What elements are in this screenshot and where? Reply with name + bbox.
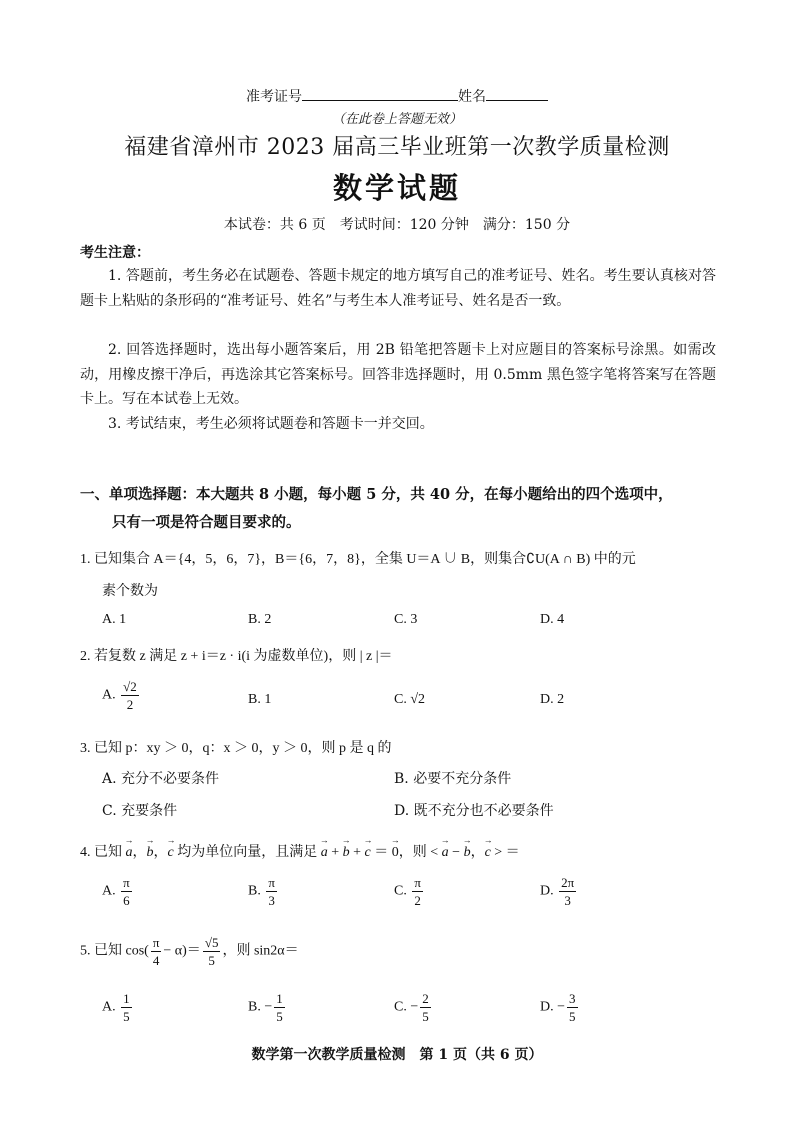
q4-prefix: 4. 已知	[80, 845, 122, 860]
notice-heading: 考生注意：	[80, 245, 150, 261]
candidate-id-label: 准考证号	[246, 89, 302, 105]
fraction-numerator: √5	[204, 935, 219, 950]
q5-root-fraction	[203, 936, 221, 967]
fraction-denominator: 5	[123, 1009, 130, 1024]
option-fraction	[412, 876, 423, 907]
q3-option-b: B. 必要不充分条件	[394, 771, 512, 787]
q1-option-a: A. 1	[102, 612, 127, 627]
option-fraction	[266, 876, 277, 907]
q2-option-a-fraction	[121, 680, 139, 711]
exam-info: 本试卷：共 6 页 考试时间：120 分钟 满分：150 分	[223, 217, 571, 233]
option-fraction	[121, 876, 132, 907]
fraction-numerator: π	[268, 875, 275, 890]
option-label: D.	[540, 999, 554, 1015]
exam-title: 福建省漳州市 2023 届高三毕业班第一次教学质量检测	[124, 135, 670, 160]
vector-b-3: → b	[464, 845, 471, 861]
question-3-text: 3. 已知 p：xy ＞ 0，q：x ＞ 0，y ＞ 0，则 p 是 q 的	[80, 741, 392, 756]
section-heading: 一、单项选择题：本大题共 8 小题，每小题 5 分，共 40 分，在每小题给出的四个选项中，	[80, 486, 673, 503]
section-heading-continued: 只有一项是符合题目要求的。	[112, 514, 301, 531]
q3-option-d: D. 既不充分也不必要条件	[394, 803, 554, 819]
vector-c: → c	[168, 845, 174, 861]
q4-option-a	[102, 876, 134, 907]
option-fraction	[121, 992, 132, 1023]
q5-option-b	[248, 992, 287, 1023]
fraction-numerator: 2	[422, 991, 429, 1006]
option-fraction	[559, 876, 576, 907]
fraction-numerator: 3	[569, 991, 576, 1006]
option-label: C.	[394, 883, 407, 899]
q4-option-c	[394, 876, 425, 907]
option-fraction	[420, 992, 431, 1023]
q1-option-c: C. 3	[394, 612, 418, 627]
vector-b-2: → b	[343, 845, 350, 861]
q2-option-a-label: A.	[102, 687, 116, 703]
q5-prefix: 5. 已知 cos(	[80, 943, 149, 959]
question-2-text: 2. 若复数 z 满足 z + i＝z · i(i 为虚数单位)，则 | z |＝	[80, 649, 393, 664]
option-label: B.	[248, 883, 261, 899]
option-label: A.	[102, 999, 116, 1015]
vector-a: → a	[126, 845, 133, 861]
fraction-numerator: 1	[123, 991, 130, 1006]
no-answer-note: （在此卷上答题无效）	[331, 112, 462, 127]
vector-c-3: → c	[485, 845, 491, 861]
fraction-denominator: 2	[414, 893, 421, 908]
q2-option-d: D. 2	[540, 692, 565, 707]
question-1-text-continued: 素个数为	[102, 583, 158, 599]
candidate-info-line	[0, 86, 794, 106]
vector-b: → b	[147, 845, 154, 861]
q2-option-c: C. √2	[394, 692, 426, 707]
fraction-numerator: √2	[123, 679, 137, 694]
fraction-numerator: π	[123, 875, 130, 890]
q4-option-d	[540, 876, 578, 907]
name-label: 姓名	[458, 89, 486, 105]
fraction-denominator: 5	[422, 1009, 429, 1024]
q5-option-d	[540, 992, 580, 1023]
q2-option-b: B. 1	[248, 692, 272, 707]
q4-mid-text: 均为单位向量，且满足	[177, 845, 318, 860]
name-blank	[486, 86, 548, 101]
q5-option-c	[394, 992, 433, 1023]
q5-option-a	[102, 992, 134, 1023]
q3-option-a: A. 充分不必要条件	[102, 771, 220, 787]
q5-mid: − α)＝	[163, 943, 201, 959]
option-label: D.	[540, 883, 554, 899]
option-sign: −	[557, 999, 566, 1015]
q4-option-b	[248, 876, 279, 907]
vector-c-2: → c	[365, 845, 371, 861]
question-4-text: 4. 已知 → a，→ b，→ c 均为单位向量，且满足 → a + → b + → c ＝ → 0，则 < → a − → b，→ c > ＝	[80, 841, 520, 861]
q5-pi-fraction	[151, 936, 162, 967]
q4-suffix: ，则 <	[398, 845, 439, 860]
option-sign: −	[410, 999, 419, 1015]
notice-item-3: 3. 考试结束，考生必须将试题卷和答题卡一并交回。	[108, 416, 434, 432]
q1-option-b: B. 2	[248, 612, 272, 627]
q4-end: > ＝	[494, 845, 520, 860]
fraction-denominator: 3	[564, 893, 571, 908]
fraction-denominator: 5	[569, 1009, 576, 1024]
option-label: C.	[394, 999, 407, 1015]
option-fraction	[274, 992, 285, 1023]
fraction-denominator: 5	[208, 953, 215, 968]
fraction-denominator: 5	[276, 1009, 283, 1024]
option-sign: −	[264, 999, 273, 1015]
vector-a-3: → a	[442, 845, 449, 861]
notice-item-2: 2. 回答选择题时，选出每小题答案后，用 2B 铅笔把答题卡上对应题目的答案标号涂黑。如需改动，用橡皮擦干净后，再选涂其它答案标号。回答非选择题时，用 0.5mm 黑色签字笔将答案写在答题卡上。写在本试卷上无效。	[80, 342, 716, 407]
fraction-numerator: 1	[276, 991, 283, 1006]
vector-a-2: → a	[321, 845, 328, 861]
option-fraction	[567, 992, 578, 1023]
page-footer: 数学第一次教学质量检测 第 1 页（共 6 页）	[251, 1047, 543, 1063]
fraction-numerator: π	[414, 875, 421, 890]
fraction-denominator: 6	[123, 893, 130, 908]
q2-option-a	[102, 680, 141, 711]
fraction-denominator: 3	[268, 893, 275, 908]
q3-option-c: C. 充要条件	[102, 803, 178, 819]
zero-vector: → 0	[392, 845, 399, 861]
candidate-id-blank	[302, 86, 458, 101]
option-label: A.	[102, 883, 116, 899]
question-1-text: 1. 已知集合 A＝{4，5，6，7}，B＝{6，7，8}，全集 U＝A ∪ B，则集合∁U(A ∩ B) 中的元	[80, 552, 636, 567]
fraction-denominator: 4	[152, 953, 160, 968]
question-5-text	[80, 936, 299, 967]
fraction-denominator: 2	[126, 697, 134, 712]
notice-item-1: 1. 答题前，考生务必在试题卷、答题卡规定的地方填写自己的准考证号、姓名。考生要认真核对答题卡上粘贴的条形码的“准考证号、姓名”与考生本人准考证号、姓名是否一致。	[80, 268, 716, 309]
option-label: B.	[248, 999, 261, 1015]
q5-suffix: ，则 sin2α＝	[222, 943, 299, 959]
q1-option-d: D. 4	[540, 612, 565, 627]
fraction-numerator: 2π	[561, 875, 575, 890]
subject-title: 数学试题	[332, 171, 461, 205]
fraction-numerator: π	[152, 935, 160, 950]
